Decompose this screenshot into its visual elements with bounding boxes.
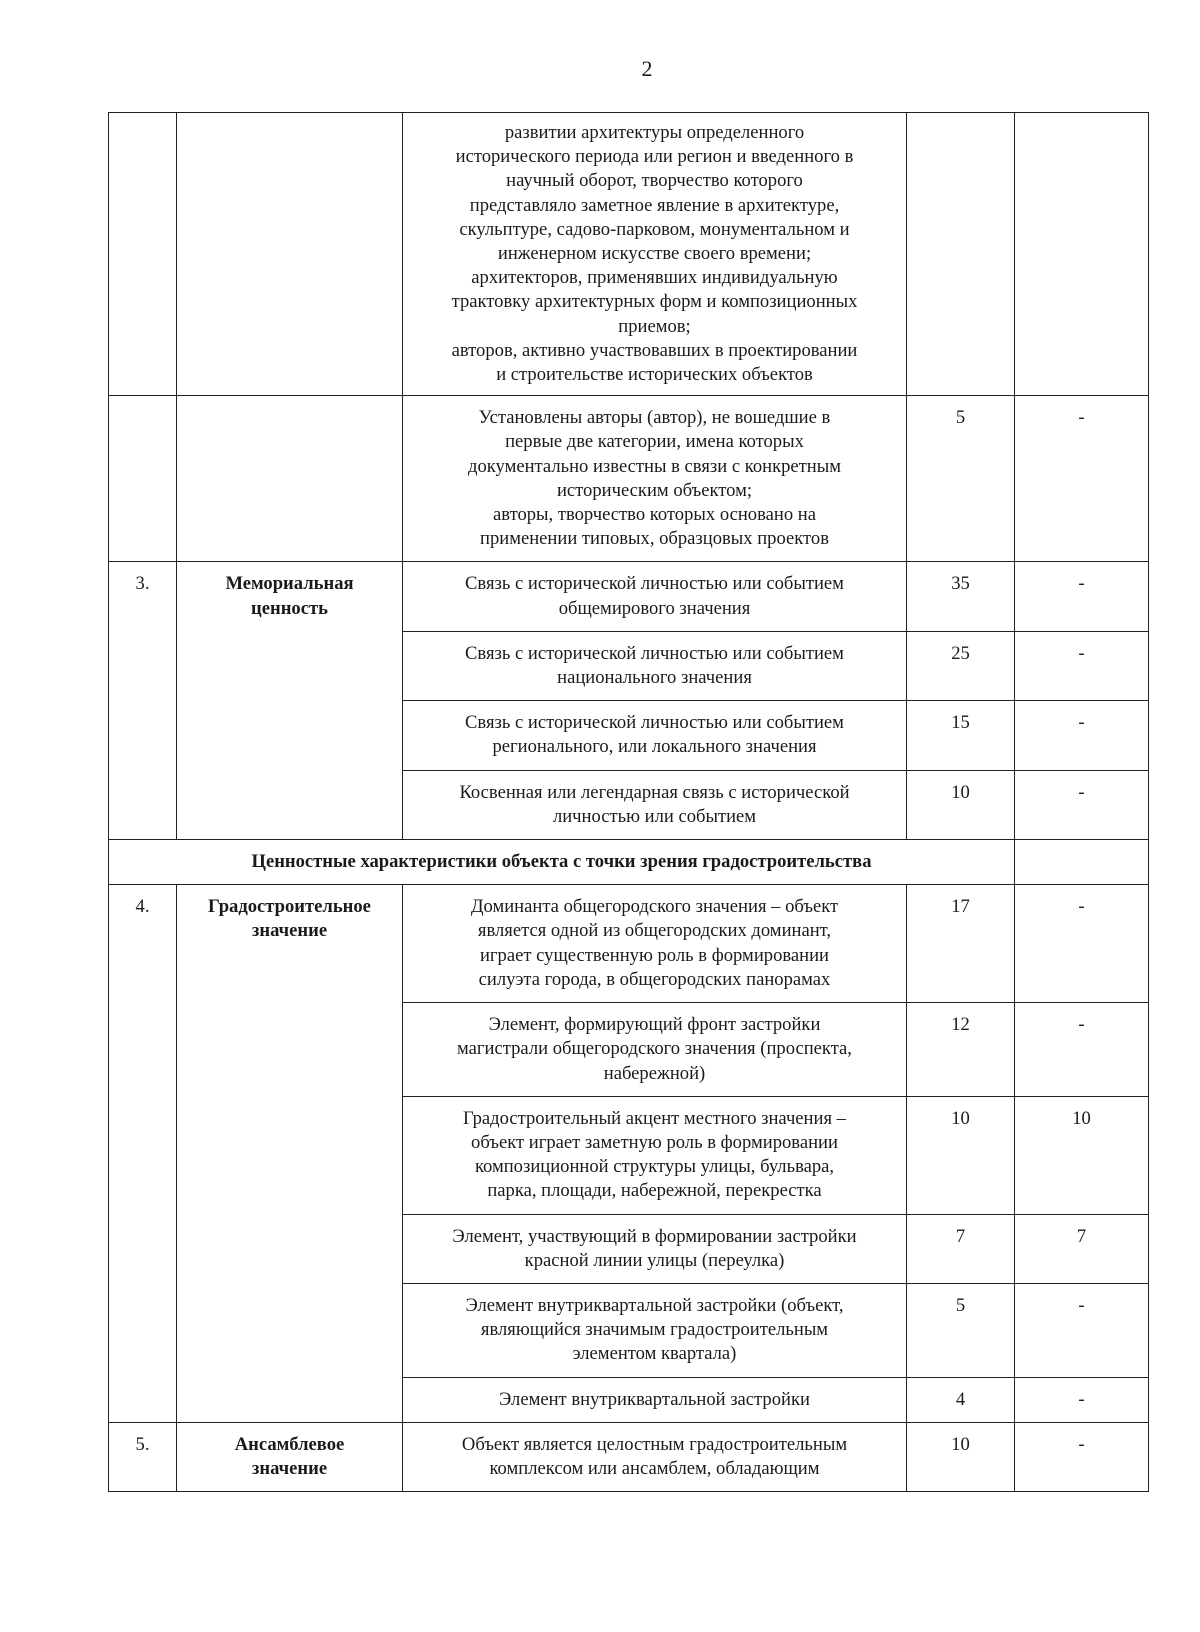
- description-line: исторического периода или регион и введенного в: [455, 146, 854, 168]
- description-line: Элемент, участвующий в формировании застройки: [452, 1225, 857, 1247]
- description-line: первые две категории, имена которых: [505, 431, 804, 453]
- actual-score-cell: -: [1015, 770, 1149, 839]
- score-cell: 7: [907, 1214, 1015, 1283]
- criterion-name-line: Мемориальная: [225, 573, 354, 595]
- actual-score-cell: -: [1015, 701, 1149, 770]
- number-cell: 3.: [109, 562, 177, 840]
- description-line: Объект является целостным градостроительным: [461, 1433, 848, 1455]
- criterion-name-cell: [177, 885, 403, 1422]
- score-cell: 12: [907, 1003, 1015, 1097]
- section-heading-row: [109, 840, 1149, 885]
- actual-score-cell: [1015, 113, 1149, 396]
- description-line: авторы, творчество которых основано на: [493, 504, 816, 526]
- description-line: являющийся значимым градостроительным: [480, 1319, 829, 1341]
- criterion-name-cell: [177, 562, 403, 840]
- description-cell: [403, 1096, 907, 1214]
- actual-score-cell: -: [1015, 631, 1149, 700]
- score-cell: 25: [907, 631, 1015, 700]
- section-heading: Ценностные характеристики объекта с точки зрения градостроительства: [109, 840, 1015, 885]
- actual-score-cell: -: [1015, 396, 1149, 562]
- criterion-name-line: Ансамблевое: [234, 1433, 345, 1455]
- score-cell: 17: [907, 885, 1015, 1003]
- table-row: [109, 885, 1149, 1003]
- description-line: парка, площади, набережной, перекрестка: [487, 1180, 822, 1202]
- description-line: Косвенная или легендарная связь с исторической: [459, 781, 850, 803]
- score-cell: 15: [907, 701, 1015, 770]
- description-cell: [403, 885, 907, 1003]
- description-cell: [403, 1283, 907, 1377]
- description-line: Элемент, формирующий фронт застройки: [488, 1014, 821, 1036]
- actual-score-cell: -: [1015, 1377, 1149, 1422]
- description-line: авторов, активно участвовавших в проектировании: [451, 339, 858, 361]
- actual-score-cell: [1015, 840, 1149, 885]
- description-cell: [403, 1377, 907, 1422]
- actual-score-cell: -: [1015, 885, 1149, 1003]
- description-line: общемирового значения: [558, 597, 751, 619]
- table-row: [109, 562, 1149, 631]
- description-line: историческим объектом;: [556, 479, 753, 501]
- description-cell: [403, 1422, 907, 1491]
- score-cell: [907, 113, 1015, 396]
- description-cell: [403, 1214, 907, 1283]
- description-line: и строительстве исторических объектов: [496, 364, 813, 386]
- description-line: национального значения: [557, 667, 752, 689]
- number-cell: 5.: [109, 1422, 177, 1491]
- description-line: представляло заметное явление в архитектуре,: [469, 194, 840, 216]
- criterion-name-cell: [177, 396, 403, 562]
- criterion-name-line: значение: [251, 920, 328, 942]
- description-line: Установлены авторы (автор), не вошедшие в: [478, 407, 831, 429]
- description-line: научный оборот, творчество которого: [506, 170, 803, 192]
- score-cell: 5: [907, 1283, 1015, 1377]
- description-line: силуэта города, в общегородских панорамах: [478, 968, 831, 990]
- description-line: комплексом или ансамблем, обладающим: [489, 1457, 820, 1479]
- criterion-name-line: значение: [251, 1457, 328, 1479]
- number-cell: [109, 113, 177, 396]
- description-line: является одной из общегородских доминант,: [477, 920, 832, 942]
- description-line: Градостроительный акцент местного значения –: [463, 1107, 846, 1129]
- description-line: Связь с исторической личностью или событием: [465, 712, 844, 734]
- description-line: Связь с исторической личностью или событием: [465, 642, 844, 664]
- criterion-name-line: Градостроительное: [208, 896, 371, 918]
- description-line: Доминанта общегородского значения – объект: [470, 896, 839, 918]
- actual-score-cell: -: [1015, 1003, 1149, 1097]
- score-cell: 10: [907, 770, 1015, 839]
- description-line: архитекторов, применявших индивидуальную: [471, 267, 838, 289]
- description-line: красной линии улицы (переулка): [524, 1249, 785, 1271]
- description-cell: [403, 396, 907, 562]
- description-line: личностью или событием: [552, 805, 757, 827]
- description-line: приемов;: [618, 315, 691, 337]
- criterion-name-cell: [177, 1422, 403, 1491]
- score-cell: 10: [907, 1422, 1015, 1491]
- criterion-name-cell: [177, 113, 403, 396]
- description-line: набережной): [603, 1062, 706, 1084]
- table-row: [109, 113, 1149, 396]
- description-line: объект играет заметную роль в формировании: [471, 1131, 838, 1153]
- description-line: документально известны в связи с конкретным: [468, 455, 841, 477]
- description-line: инженерном искусстве своего времени;: [497, 243, 812, 265]
- description-cell: [403, 631, 907, 700]
- score-cell: 35: [907, 562, 1015, 631]
- actual-score-cell: -: [1015, 1283, 1149, 1377]
- description-line: Связь с исторической личностью или событием: [465, 573, 844, 595]
- description-cell: [403, 1003, 907, 1097]
- actual-score-cell: -: [1015, 1422, 1149, 1491]
- description-cell: [403, 562, 907, 631]
- score-cell: 5: [907, 396, 1015, 562]
- description-line: применении типовых, образцовых проектов: [480, 528, 829, 550]
- description-line: развитии архитектуры определенного: [504, 122, 805, 143]
- description-cell: [403, 701, 907, 770]
- actual-score-cell: 10: [1015, 1096, 1149, 1214]
- description-line: играет существенную роль в формировании: [479, 944, 830, 966]
- table-row: [109, 396, 1149, 562]
- description-line: регионального, или локального значения: [492, 736, 817, 758]
- table-row: [109, 1422, 1149, 1491]
- description-cell: [403, 770, 907, 839]
- score-cell: 4: [907, 1377, 1015, 1422]
- description-cell: [403, 113, 907, 396]
- description-line: Элемент внутриквартальной застройки: [499, 1388, 810, 1410]
- actual-score-cell: 7: [1015, 1214, 1149, 1283]
- description-line: трактовку архитектурных форм и композиционных: [451, 291, 858, 313]
- number-cell: [109, 396, 177, 562]
- description-line: Элемент внутриквартальной застройки (объект,: [465, 1294, 844, 1316]
- description-line: магистрали общегородского значения (проспекта,: [457, 1038, 852, 1060]
- description-line: элементом квартала): [572, 1343, 737, 1365]
- description-line: скульптуре, садово-парковом, монументальном и: [459, 218, 850, 240]
- score-cell: 10: [907, 1096, 1015, 1214]
- actual-score-cell: -: [1015, 562, 1149, 631]
- description-line: композиционной структуры улицы, бульвара,: [474, 1156, 835, 1178]
- criterion-name-line: ценность: [251, 597, 328, 619]
- number-cell: 4.: [109, 885, 177, 1422]
- evaluation-table: [108, 112, 1149, 1492]
- page-number: 2: [641, 56, 653, 81]
